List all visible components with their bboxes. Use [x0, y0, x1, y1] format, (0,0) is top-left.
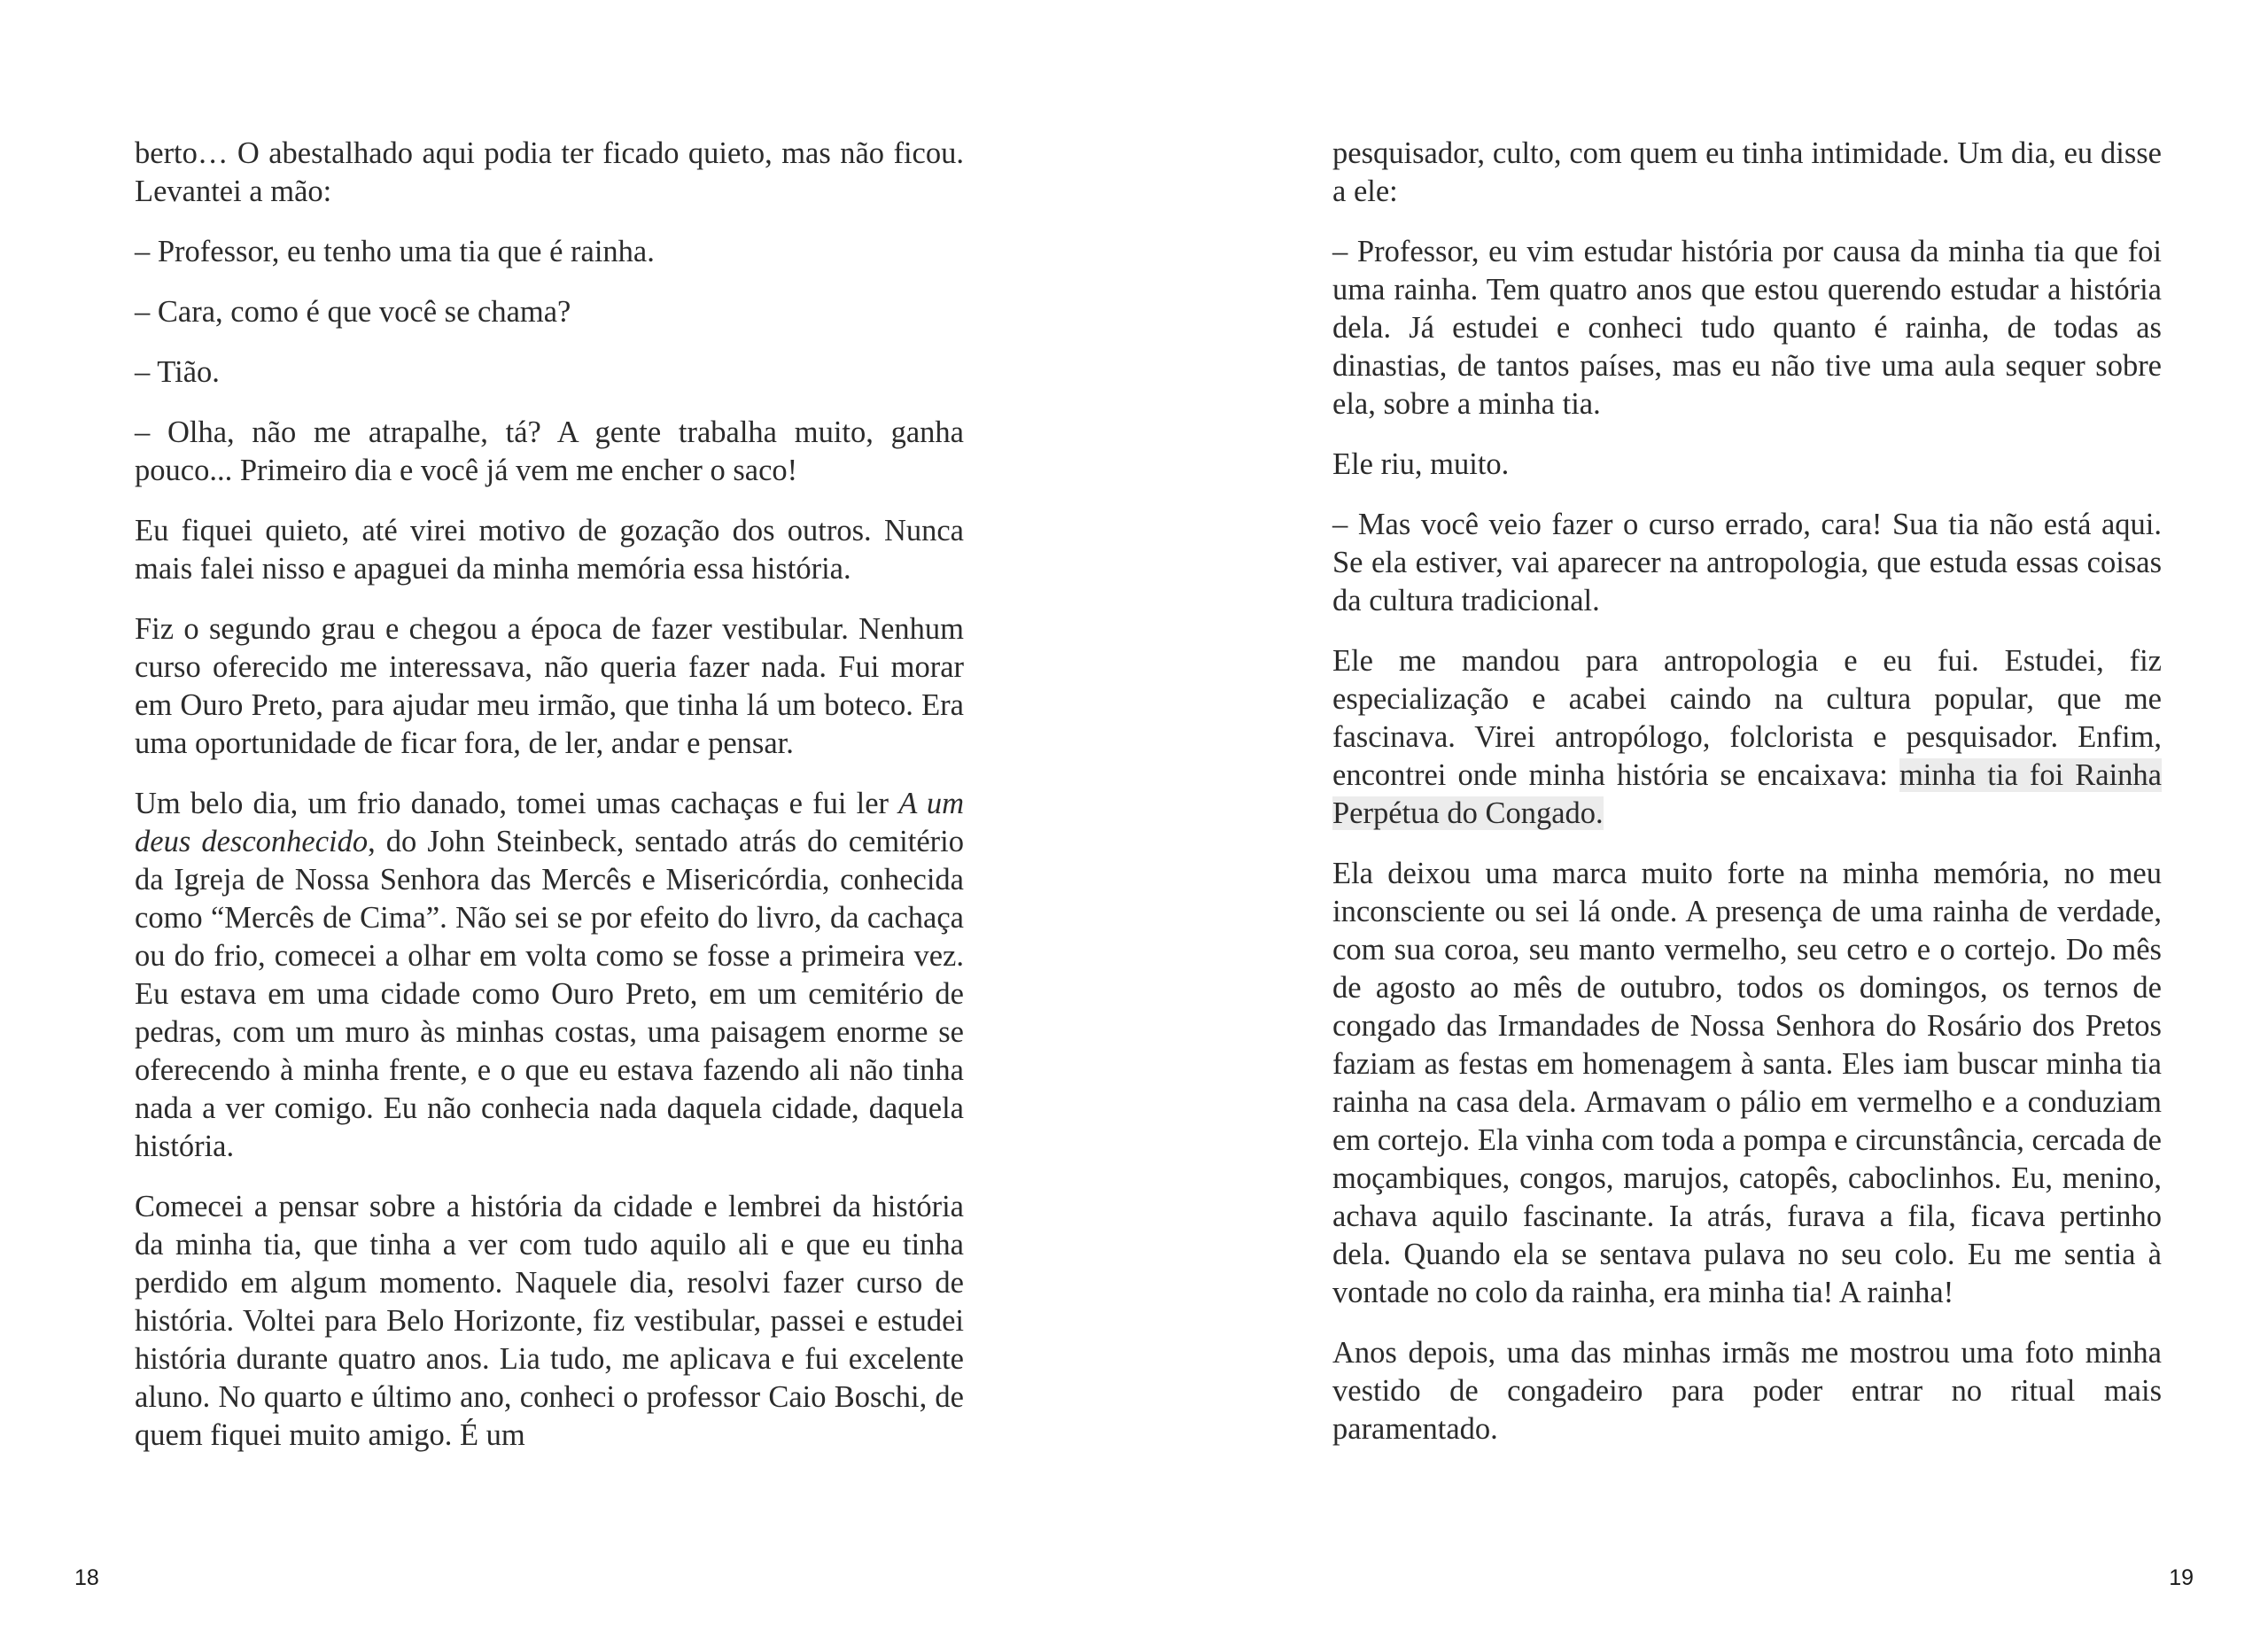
right-page [1134, 0, 2268, 1646]
paragraph: – Olha, não me atrapalhe, tá? A gente trabalha muito, ganha pouco... Primeiro dia e você já vem me encher o saco! [135, 415, 964, 487]
left-text-column [135, 135, 964, 1477]
book-title: A um deus desconhecido [135, 787, 964, 858]
paragraph: Anos depois, uma das minhas irmãs me mostrou uma foto minha vestido de congadeiro para poder entrar no ritual mais paramentado. [1332, 1336, 2162, 1446]
paragraph: – Tião. [135, 355, 220, 389]
highlighted-text[interactable]: minha tia foi Rainha Perpétua do Congado. [1332, 758, 2162, 830]
paragraph [1332, 642, 2162, 833]
page-number: 18 [74, 1565, 99, 1590]
paragraph: – Cara, como é que você se chama? [135, 295, 571, 329]
paragraph-text: Um belo dia, um frio danado, tomei umas cachaças e fui ler [135, 787, 899, 820]
paragraph: – Professor, eu vim estudar história por causa da minha tia que foi uma rainha. Tem quatro anos que estou querendo estudar a história dela. Já estudei e conheci tudo quanto é rainha, de todas as dinastias, de tantos países, mas eu não tive uma aula sequer sobre ela, sobre a minha tia. [1332, 235, 2162, 421]
paragraph: Fiz o segundo grau e chegou a época de fazer vestibular. Nenhum curso oferecido me interessava, não queria fazer nada. Fui morar em Ouro Preto, para ajudar meu irmão, que tinha lá um boteco. Era uma oportunidade de ficar fora, de ler, andar e pensar. [135, 612, 964, 760]
right-text-column [1332, 135, 2162, 1471]
paragraph-text: , do John Steinbeck, sentado atrás do cemitério da Igreja de Nossa Senhora das Mercês e Misericórdia, conhecida como “Mercês de Cima”. Não sei se por efeito do livro, da cachaça ou do frio, comecei a olhar em volta como se fosse a primeira vez. Eu estava em uma cidade como Ouro Preto, em um cemitério de pedras, com um muro às minhas costas, uma paisagem enorme se oferecendo à minha frente, e o que eu estava fazendo ali não tinha nada a ver comigo. Eu não conhecia nada daquela cidade, daquela história. [135, 825, 964, 1163]
paragraph [135, 785, 964, 1166]
paragraph: – Professor, eu tenho uma tia que é rainha. [135, 235, 655, 268]
page-number: 19 [2169, 1565, 2194, 1590]
paragraph-text: Ele me mandou para antropologia e eu fui. Estudei, fiz especialização e acabei caindo na cultura popular, que me fascinava. Virei antropólogo, folclorista e pesquisador. Enfim, encontrei onde minha história se encaixava: [1332, 644, 2162, 792]
paragraph: – Mas você veio fazer o curso errado, cara! Sua tia não está aqui. Se ela estiver, vai aparecer na antropologia, que estuda essas coisas da cultura tradicional. [1332, 508, 2162, 617]
paragraph: Comecei a pensar sobre a história da cidade e lembrei da história da minha tia, que tinha a ver com tudo aquilo ali e que eu tinha perdido em algum momento. Naquele dia, resolvi fazer curso de história. Voltei para Belo Horizonte, fiz vestibular, passei e estudei história durante quatro anos. Lia tudo, me aplicava e fui excelente aluno. No quarto e último ano, conheci o professor Caio Boschi, de quem fiquei muito amigo. É um [135, 1190, 964, 1452]
paragraph: Ela deixou uma marca muito forte na minha memória, no meu inconsciente ou sei lá onde. A presença de uma rainha de verdade, com sua coroa, seu manto vermelho, seu cetro e o cortejo. Do mês de agosto ao mês de outubro, todos os domingos, os ternos de congado das Irmandades de Nossa Senhora do Rosário dos Pretos faziam as festas em homenagem à santa. Eles iam buscar minha tia rainha na casa dela. Armavam o pálio em vermelho e a conduziam em cortejo. Ela vinha com toda a pompa e circunstância, cercada de moçambiques, congos, marujos, catopês, caboclinhos. Eu, menino, achava aquilo fascinante. Ia atrás, furava a fila, ficava pertinho dela. Quando ela se sentava pulava no seu colo. Eu me sentia à vontade no colo da rainha, era minha tia! A rainha! [1332, 857, 2162, 1309]
paragraph: Ele riu, muito. [1332, 447, 1510, 481]
paragraph: berto… O abestalhado aqui podia ter ficado quieto, mas não ficou. Levantei a mão: [135, 136, 964, 208]
paragraph: pesquisador, culto, com quem eu tinha intimidade. Um dia, eu disse a ele: [1332, 136, 2162, 208]
paragraph: Eu fiquei quieto, até virei motivo de gozação dos outros. Nunca mais falei nisso e apaguei da minha memória essa história. [135, 514, 964, 586]
